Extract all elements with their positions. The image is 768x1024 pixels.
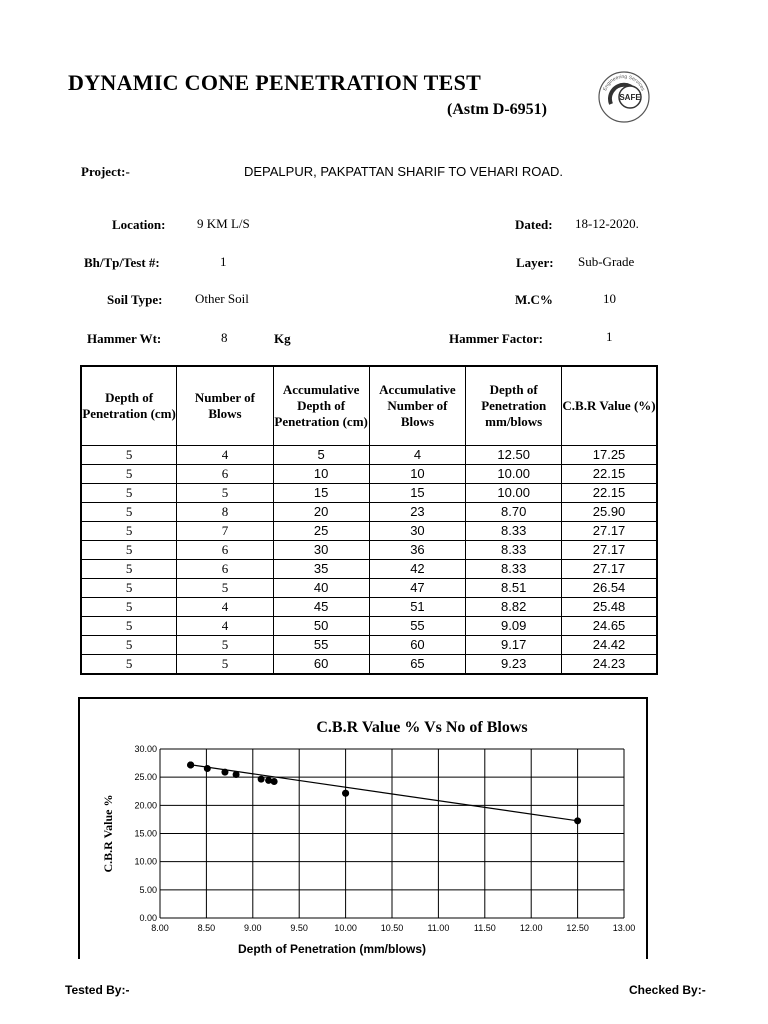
header-accumulative-blows: Accumulative Number of Blows: [369, 366, 466, 446]
hammer-weight-label: Hammer Wt:: [87, 331, 162, 346]
header-depth-mm-per-blow: Depth of Penetration mm/blows: [466, 366, 562, 446]
blows-cell: 7: [177, 522, 274, 541]
test-number-value: 1: [220, 254, 227, 269]
depth-cell: 5: [81, 522, 177, 541]
x-tick-label: 8.50: [197, 923, 216, 933]
layer-value: Sub-Grade: [578, 254, 635, 269]
data-point: [342, 790, 349, 797]
x-tick-label: 13.00: [612, 923, 636, 933]
accum-blows-cell: 23: [369, 503, 466, 522]
mm-per-blow-cell: 9.23: [466, 655, 562, 675]
dcp-results-table: [80, 365, 658, 675]
data-point: [574, 817, 581, 824]
cbr-cell: 26.54: [562, 579, 657, 598]
depth-cell: 5: [81, 579, 177, 598]
blows-cell: 4: [177, 617, 274, 636]
accum-depth-cell: 20: [273, 503, 369, 522]
depth-cell: 5: [81, 655, 177, 675]
tested-by-label: Tested By:-: [65, 983, 130, 997]
header-cbr-value: C.B.R Value (%): [562, 366, 657, 446]
cbr-cell: 24.42: [562, 636, 657, 655]
mm-per-blow-cell: 9.17: [466, 636, 562, 655]
accum-blows-cell: 60: [369, 636, 466, 655]
table-row: [81, 579, 657, 598]
table-row: [81, 636, 657, 655]
blows-cell: 5: [177, 655, 274, 675]
depth-cell: 5: [81, 617, 177, 636]
cbr-cell: 25.90: [562, 503, 657, 522]
accum-depth-cell: 10: [273, 465, 369, 484]
x-tick-label: 11.50: [473, 923, 496, 933]
soil-type-label: Soil Type:: [107, 292, 163, 307]
header-accumulative-depth: Accumulative Depth of Penetration (cm): [273, 366, 369, 446]
x-axis-label: Depth of Penetration (mm/blows): [237, 942, 427, 956]
blows-cell: 6: [177, 541, 274, 560]
soil-type-value: Other Soil: [195, 291, 249, 306]
blows-cell: 6: [177, 560, 274, 579]
table-row: [81, 655, 657, 675]
accum-blows-cell: 4: [369, 446, 466, 465]
depth-cell: 5: [81, 636, 177, 655]
chart-title: C.B.R Value % Vs No of Blows: [316, 719, 528, 736]
accum-depth-cell: 35: [273, 560, 369, 579]
cbr-cell: 17.25: [562, 446, 657, 465]
accum-blows-cell: 36: [369, 541, 466, 560]
mm-per-blow-cell: 8.33: [466, 560, 562, 579]
cbr-cell: 22.15: [562, 465, 657, 484]
accum-depth-cell: 5: [273, 446, 369, 465]
cbr-cell: 27.17: [562, 541, 657, 560]
accum-blows-cell: 15: [369, 484, 466, 503]
depth-cell: 5: [81, 465, 177, 484]
safe-logo: [597, 70, 651, 124]
location-label: Location:: [112, 217, 166, 232]
mm-per-blow-cell: 8.82: [466, 598, 562, 617]
accum-blows-cell: 55: [369, 617, 466, 636]
logo-text: SAFE: [619, 93, 641, 102]
x-tick-label: 9.50: [290, 923, 308, 933]
table-row: [81, 598, 657, 617]
hammer-weight-unit: Kg: [274, 331, 291, 346]
report-title: DYNAMIC CONE PENETRATION TEST: [68, 70, 482, 95]
mm-per-blow-cell: 8.33: [466, 522, 562, 541]
header-number-of-blows: Number of Blows: [177, 366, 274, 446]
x-tick-label: 10.00: [334, 923, 357, 933]
accum-blows-cell: 30: [369, 522, 466, 541]
accum-depth-cell: 15: [273, 484, 369, 503]
depth-cell: 5: [81, 446, 177, 465]
dated-value: 18-12-2020.: [575, 216, 639, 231]
accum-blows-cell: 51: [369, 598, 466, 617]
moisture-content-label: M.C%: [515, 292, 553, 307]
table-row: [81, 522, 657, 541]
cbr-cell: 22.15: [562, 484, 657, 503]
cbr-cell: 25.48: [562, 598, 657, 617]
x-tick-label: 11.00: [427, 923, 450, 933]
x-tick-label: 8.00: [151, 923, 169, 933]
x-tick-label: 10.50: [380, 923, 404, 933]
cbr-chart-frame: [78, 697, 648, 959]
blows-cell: 5: [177, 636, 274, 655]
y-tick-label: 20.00: [134, 800, 157, 811]
y-axis-label: C.B.R Value %: [101, 794, 115, 873]
x-tick-label: 12.50: [566, 923, 589, 933]
accum-depth-cell: 40: [273, 579, 369, 598]
moisture-content-value: 10: [603, 291, 616, 306]
checked-by-label: Checked By:-: [629, 983, 706, 997]
standard-reference: (Astm D-6951): [447, 101, 547, 118]
data-point: [221, 769, 228, 776]
dated-label: Dated:: [515, 217, 553, 232]
hammer-factor-label: Hammer Factor:: [449, 331, 543, 346]
y-tick-label: 10.00: [134, 856, 157, 867]
hammer-weight-value: 8: [221, 330, 228, 345]
mm-per-blow-cell: 12.50: [466, 446, 562, 465]
accum-blows-cell: 65: [369, 655, 466, 675]
accum-blows-cell: 10: [369, 465, 466, 484]
mm-per-blow-cell: 8.51: [466, 579, 562, 598]
y-tick-label: 30.00: [134, 744, 157, 754]
accum-blows-cell: 47: [369, 579, 466, 598]
accum-depth-cell: 50: [273, 617, 369, 636]
blows-cell: 4: [177, 446, 274, 465]
table-row: [81, 465, 657, 484]
y-tick-label: 0.00: [139, 913, 157, 923]
blows-cell: 5: [177, 579, 274, 598]
project-value: DEPALPUR, PAKPATTAN SHARIF TO VEHARI ROAD.: [244, 164, 564, 179]
cbr-cell: 27.17: [562, 522, 657, 541]
location-value: 9 KM L/S: [197, 216, 250, 231]
table-row: [81, 446, 657, 465]
data-point: [204, 765, 211, 772]
table-row: [81, 541, 657, 560]
table-row: [81, 617, 657, 636]
accum-depth-cell: 55: [273, 636, 369, 655]
depth-cell: 5: [81, 503, 177, 522]
mm-per-blow-cell: 10.00: [466, 465, 562, 484]
depth-cell: 5: [81, 560, 177, 579]
blows-cell: 6: [177, 465, 274, 484]
x-tick-label: 9.00: [244, 923, 262, 933]
hammer-factor-value: 1: [606, 329, 613, 344]
data-point: [271, 778, 278, 785]
data-point: [258, 776, 265, 783]
cbr-chart: [80, 699, 646, 961]
accum-depth-cell: 25: [273, 522, 369, 541]
data-point: [233, 771, 240, 778]
blows-cell: 5: [177, 484, 274, 503]
accum-depth-cell: 30: [273, 541, 369, 560]
logo-ring-text: Engineering Services: [602, 73, 646, 92]
table-row: [81, 503, 657, 522]
accum-depth-cell: 45: [273, 598, 369, 617]
data-point: [187, 761, 194, 768]
cbr-cell: 24.65: [562, 617, 657, 636]
header-depth-of-penetration: Depth of Penetration (cm): [81, 366, 177, 446]
table-row: [81, 560, 657, 579]
y-tick-label: 5.00: [139, 884, 157, 895]
mm-per-blow-cell: 9.09: [466, 617, 562, 636]
y-tick-label: 15.00: [134, 828, 157, 839]
cbr-cell: 24.23: [562, 655, 657, 675]
table-row: [81, 484, 657, 503]
blows-cell: 4: [177, 598, 274, 617]
blows-cell: 8: [177, 503, 274, 522]
mm-per-blow-cell: 8.70: [466, 503, 562, 522]
depth-cell: 5: [81, 598, 177, 617]
trendline: [191, 765, 578, 821]
project-label: Project:-: [81, 164, 130, 179]
cbr-cell: 27.17: [562, 560, 657, 579]
x-tick-label: 12.00: [519, 923, 543, 933]
accum-blows-cell: 42: [369, 560, 466, 579]
table-header-row: [81, 366, 657, 446]
y-tick-label: 25.00: [134, 772, 157, 783]
mm-per-blow-cell: 8.33: [466, 541, 562, 560]
accum-depth-cell: 60: [273, 655, 369, 675]
layer-label: Layer:: [516, 255, 554, 270]
mm-per-blow-cell: 10.00: [466, 484, 562, 503]
depth-cell: 5: [81, 484, 177, 503]
depth-cell: 5: [81, 541, 177, 560]
test-number-label: Bh/Tp/Test #:: [84, 255, 160, 270]
